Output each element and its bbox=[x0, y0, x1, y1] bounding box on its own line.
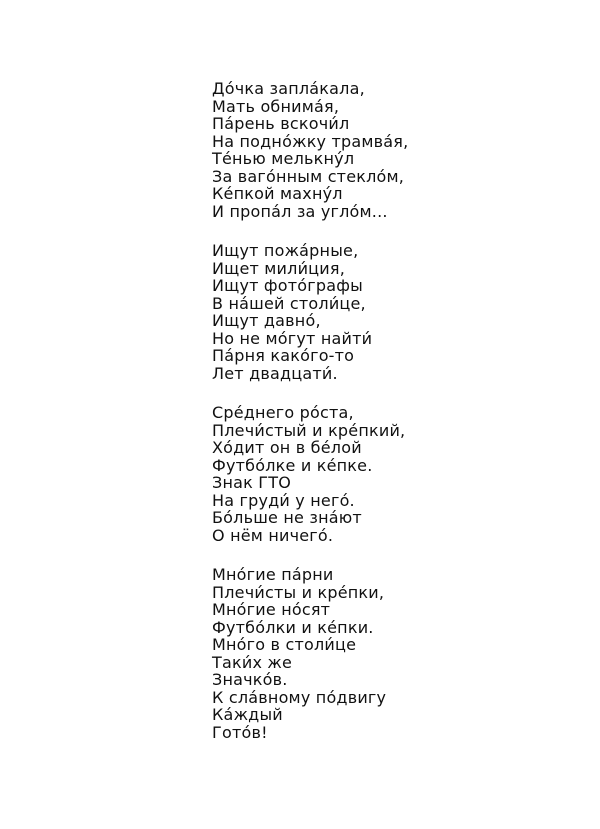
poem-line: Знак ГТО bbox=[212, 473, 291, 492]
stanza-1 bbox=[212, 80, 572, 220]
poem-line: Плечи́стый и кре́пкий, bbox=[212, 420, 406, 440]
poem-line: Мно́гие па́рни bbox=[212, 565, 334, 584]
poem-line: Ищут фото́графы bbox=[212, 276, 363, 295]
poem-line: Хо́дит он в бе́лой bbox=[212, 438, 362, 457]
poem-line: Футбо́лке и ке́пке. bbox=[212, 455, 373, 475]
poem-line: И пропа́л за угло́м... bbox=[212, 201, 388, 221]
stanza-2 bbox=[212, 242, 572, 382]
poem-line: В на́шей столи́це, bbox=[212, 293, 366, 313]
poem-line: На подно́жку трамва́я, bbox=[212, 131, 409, 151]
stanza-4 bbox=[212, 566, 572, 741]
poem-line: Ищут пожа́рные, bbox=[212, 241, 359, 260]
stanza-3 bbox=[212, 404, 572, 544]
poem-line: Значко́в. bbox=[212, 670, 288, 689]
poem-line: Мно́го в столи́це bbox=[212, 635, 357, 654]
poem-line: Ке́пкой махну́л bbox=[212, 184, 343, 203]
poem-line: Ка́ждый bbox=[212, 705, 283, 724]
poem-line: Футбо́лки и ке́пки. bbox=[212, 617, 374, 637]
poem-line: Гото́в! bbox=[212, 722, 268, 742]
poem-line: За ваго́нным стекло́м, bbox=[212, 166, 405, 186]
poem-line: Сре́днего ро́ста, bbox=[212, 403, 354, 422]
poem-line: Но не мо́гут найти́ bbox=[212, 328, 373, 348]
poem-line: Па́рень вскочи́л bbox=[212, 114, 350, 133]
poem-text bbox=[212, 80, 572, 741]
poem-line: К сла́вному по́двигу bbox=[212, 687, 387, 707]
poem-line: Мать обнима́я, bbox=[212, 96, 340, 116]
poem-line: До́чка запла́кала, bbox=[212, 79, 365, 98]
poem-line: Ищет мили́ция, bbox=[212, 258, 345, 278]
poem-line: Те́нью мелькну́л bbox=[212, 149, 355, 168]
poem-line: Па́рня како́го-то bbox=[212, 346, 355, 365]
poem-line: Лет двадцати́. bbox=[212, 363, 338, 383]
poem-line: На груди́ у него́. bbox=[212, 490, 355, 510]
poem-line: Мно́гие но́сят bbox=[212, 600, 331, 619]
poem-line: Бо́льше не зна́ют bbox=[212, 508, 362, 527]
poem-line: Ищут давно́, bbox=[212, 311, 321, 330]
poem-line: Плечи́сты и кре́пки, bbox=[212, 582, 385, 602]
poem-line: О нём ничего́. bbox=[212, 525, 334, 545]
poem-line: Таки́х же bbox=[212, 652, 293, 672]
